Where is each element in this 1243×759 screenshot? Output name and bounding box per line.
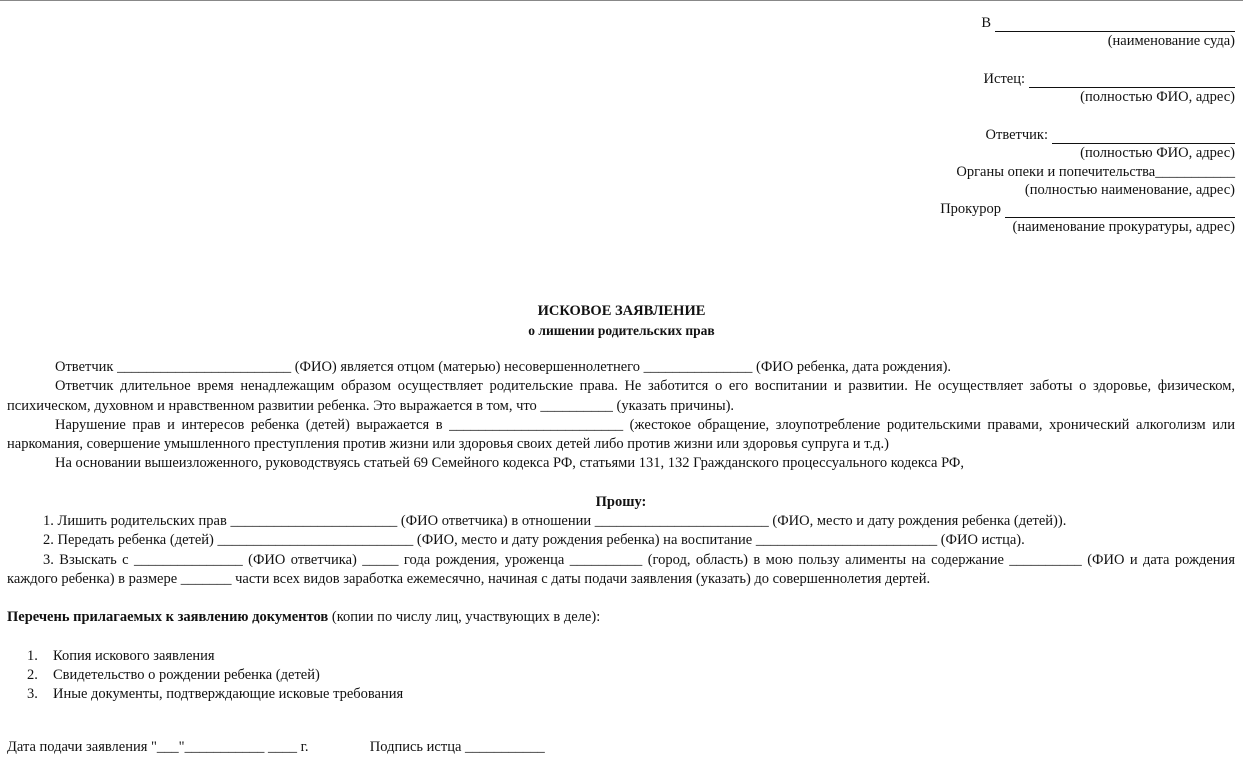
attachments-list xyxy=(7,647,1235,704)
plaintiff-note: (полностью ФИО, адрес) xyxy=(1080,89,1235,105)
document-subtitle: о лишении родительских прав xyxy=(528,323,715,338)
plaintiff-blank xyxy=(1029,73,1235,88)
prosecutor-line xyxy=(905,200,1235,218)
attachments-heading xyxy=(7,608,1235,627)
document-body xyxy=(7,358,1235,704)
request-heading: Прошу: xyxy=(595,493,647,510)
defendant-label: Ответчик: xyxy=(985,127,1048,143)
court-line xyxy=(905,14,1235,32)
request-item-3: 3. Взыскать с _______________ (ФИО ответчика) _____ года рождения, уроженца __________ (город, область) в мою пользу алименты на содержание __________ (ФИО и дата рождения каждого ребенка) в размере _______ части всех видов заработка ежемесячно, начиная с даты подачи заявления (указать) до совершеннолетия дертей. xyxy=(7,551,1235,587)
guardianship-line xyxy=(905,163,1235,181)
attachments-heading-bold: Перечень прилагаемых к заявлению документов xyxy=(7,609,329,626)
court-blank xyxy=(995,17,1235,32)
prosecutor-label: Прокурор xyxy=(940,201,1001,217)
list-item: 1. Копия искового заявления xyxy=(27,647,215,664)
filing-date: Дата подачи заявления "___"___________ ____ г. xyxy=(7,739,309,755)
signature-footer xyxy=(7,739,545,756)
prosecutor-blank xyxy=(1005,203,1235,218)
defendant-blank xyxy=(1052,129,1235,144)
paragraph-defendant: Ответчик ________________________ (ФИО) является отцом (матерью) несовершеннолетнего _______________ (ФИО ребенка, дата рождения). xyxy=(55,359,952,375)
prosecutor-note: (наименование прокуратуры, адрес) xyxy=(1012,219,1235,235)
request-item-1: 1. Лишить родительских прав _______________________ (ФИО ответчика) в отношении ________________________ (ФИО, место и дату рождения ребенка (детей)). xyxy=(43,513,1067,530)
defendant-line xyxy=(905,126,1235,144)
attachments-heading-rest: (копии по числу лиц, участвующих в деле): xyxy=(328,609,601,626)
guardianship-blank: ___________ xyxy=(1155,164,1235,180)
court-prefix: В xyxy=(981,15,991,31)
addressee-block xyxy=(905,14,1235,237)
court-note: (наименование суда) xyxy=(1107,33,1235,49)
paragraph-legal-basis: На основании вышеизложенного, руководствуясь статьей 69 Семейного кодекса РФ, статьями 131, 132 Гражданского процессуального кодекса РФ, xyxy=(55,455,964,472)
plaintiff-label: Истец: xyxy=(983,71,1025,87)
page-top-border xyxy=(0,0,1243,1)
paragraph-violation: Нарушение прав и интересов ребенка (детей) выражается в ________________________ (жестокое обращение, злоупотребление родительскими правами, хронический алкоголизм или наркомания, совершение умышленного преступления против жизни или здоровья своих детей либо против жизни или здоровья супруга и т.д.) xyxy=(7,416,1235,453)
guardianship-note: (полностью наименование, адрес) xyxy=(1024,182,1235,198)
paragraph-improper-exercise: Ответчик длительное время ненадлежащим образом осуществляет родительские права. Не заботится о его воспитании и развитии. Не осуществляет заботы о здоровье, физическом, психическом, духовном и нравственном развитии ребенка. Это выражается в том, что __________ (указать причины). xyxy=(7,378,1235,414)
document-title: ИСКОВОЕ ЗАЯВЛЕНИЕ xyxy=(537,303,706,319)
plaintiff-line xyxy=(905,70,1235,88)
guardianship-label: Органы опеки и попечительства xyxy=(956,164,1156,180)
list-item: 2. Свидетельство о рождении ребенка (детей) xyxy=(27,666,320,683)
defendant-note: (полностью ФИО, адрес) xyxy=(1080,145,1235,161)
request-item-2: 2. Передать ребенка (детей) ___________________________ (ФИО, место и дату рождения ребенка) на воспитание _________________________ (ФИО истца). xyxy=(43,532,1025,549)
list-item: 3. Иные документы, подтверждающие исковые требования xyxy=(27,685,404,702)
plaintiff-signature: Подпись истца ___________ xyxy=(369,739,545,755)
